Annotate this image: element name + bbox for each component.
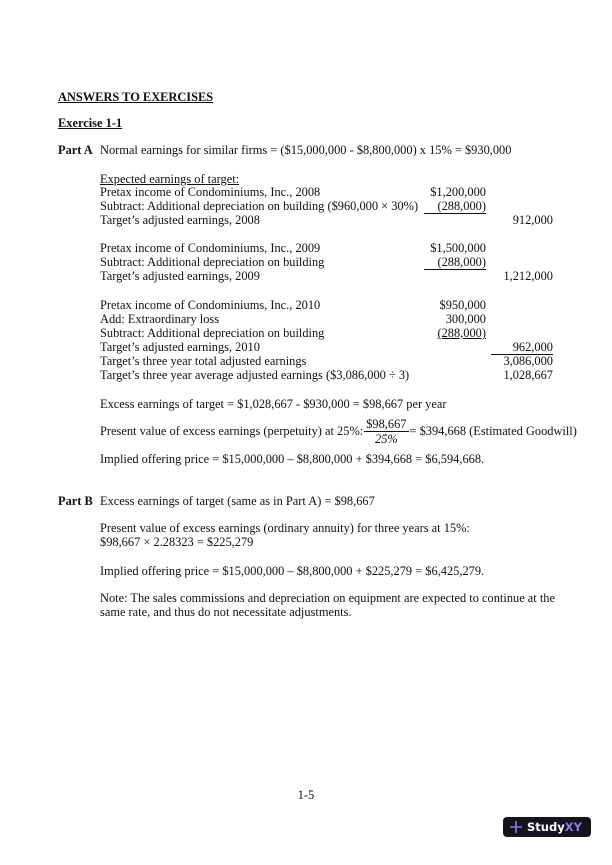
expected-heading: Expected earnings of target:	[100, 172, 240, 186]
row-total: 1,028,667	[503, 368, 553, 382]
logo-accent: XY	[564, 820, 582, 834]
row-amount: (288,000)	[424, 255, 486, 270]
row-label: Subtract: Additional depreciation on building	[100, 326, 325, 340]
section-title: ANSWERS TO EXERCISES	[58, 90, 214, 104]
implied-price-b: Implied offering price = $15,000,000 – $8,800,000 + $225,279 = $6,425,279.	[100, 564, 485, 578]
pv-numerator: $98,667	[366, 417, 407, 431]
pv-denominator: 25%	[375, 432, 398, 446]
row-total: 1,212,000	[503, 269, 553, 283]
row-amount: $950,000	[439, 298, 486, 312]
implied-price-a: Implied offering price = $15,000,000 – $8,800,000 + $394,668 = $6,594,668.	[100, 452, 485, 466]
normal-earnings: Normal earnings for similar firms = ($15,000,000 - $8,800,000) x 15% = $930,000	[100, 143, 512, 157]
row-label: Pretax income of Condominiums, Inc., 2010	[100, 298, 321, 312]
pv-suffix: = $394,668 (Estimated Goodwill)	[409, 423, 577, 438]
pv-prefix: Present value of excess earnings (perpetuity) at 25%:	[100, 423, 364, 438]
row-amount: (288,000)	[437, 326, 486, 340]
row-label: Subtract: Additional depreciation on building ($960,000 × 30%)	[100, 199, 419, 213]
row-label: Target’s adjusted earnings, 2010	[100, 340, 260, 354]
row-label: Add: Extraordinary loss	[100, 312, 220, 326]
row-label: Pretax income of Condominiums, Inc., 2008	[100, 185, 321, 199]
present-value-line	[100, 418, 577, 446]
row-label: Subtract: Additional depreciation on building	[100, 255, 325, 269]
studyxy-logo	[503, 817, 591, 837]
row-total: 962,000	[491, 340, 553, 355]
note-line1: Note: The sales commissions and depreciation on equipment are expected to continue at the	[100, 591, 555, 605]
page-number: 1-5	[297, 788, 315, 802]
logo-text: Study	[527, 820, 565, 834]
row-amount: 300,000	[445, 312, 486, 326]
plus-icon	[509, 820, 523, 834]
excess-earnings-b: Excess earnings of target (same as in Part A) = $98,667	[100, 494, 375, 508]
row-total: 912,000	[512, 213, 553, 227]
exercise-heading: Exercise 1-1	[58, 116, 123, 130]
pv-annuity-line2: $98,667 × 2.28323 = $225,279	[100, 535, 254, 549]
row-label: Target’s three year average adjusted earnings ($3,086,000 ÷ 3)	[100, 368, 410, 382]
pv-fraction	[364, 418, 408, 446]
part-a-label: Part A	[58, 143, 93, 157]
row-label: Target’s adjusted earnings, 2009	[100, 269, 260, 283]
row-amount: $1,500,000	[430, 241, 486, 255]
excess-earnings: Excess earnings of target = $1,028,667 - $930,000 = $98,667 per year	[100, 397, 447, 411]
row-total: 3,086,000	[503, 354, 553, 368]
row-amount: (288,000)	[424, 199, 486, 214]
row-label: Target’s three year total adjusted earnings	[100, 354, 307, 368]
row-amount: $1,200,000	[430, 185, 486, 199]
row-label: Target’s adjusted earnings, 2008	[100, 213, 260, 227]
note-line2: same rate, and thus do not necessitate adjustments.	[100, 605, 352, 619]
row-label: Pretax income of Condominiums, Inc., 2009	[100, 241, 321, 255]
pv-annuity-line1: Present value of excess earnings (ordinary annuity) for three years at 15%:	[100, 521, 470, 535]
part-b-label: Part B	[58, 494, 93, 508]
